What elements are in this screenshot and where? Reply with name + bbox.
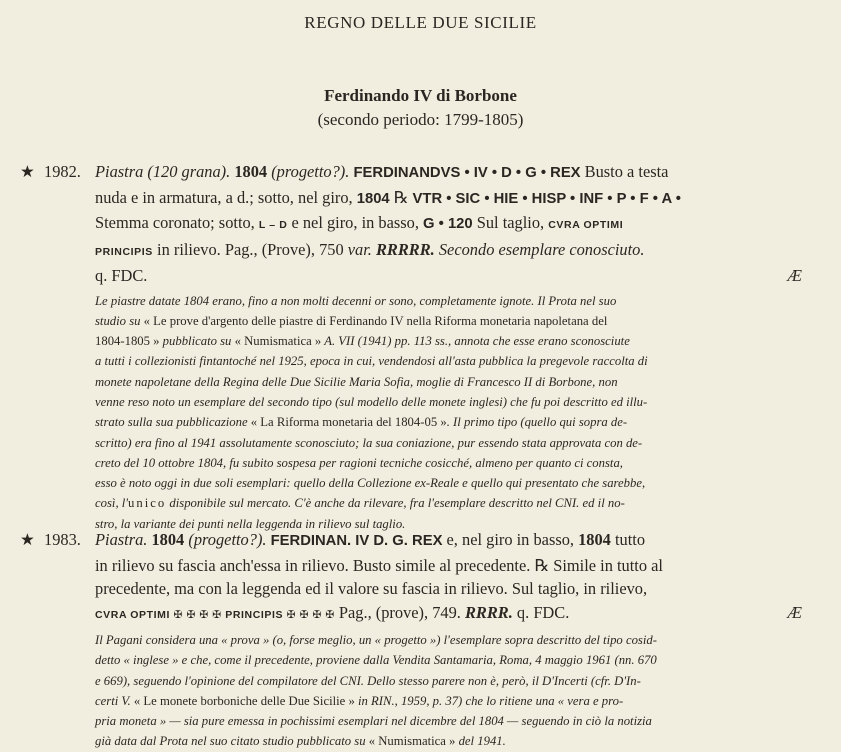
grade: q. FDC. (95, 266, 148, 285)
denomination: Piastra (95, 162, 144, 181)
year: 1804 (578, 530, 611, 549)
entry-note (20, 630, 820, 752)
text-run: (progetto?). (267, 162, 354, 181)
note-line: strato sulla sua pubblicazione « La Riforma monetaria del 1804-05 ». Il primo tipo (quello qui sopra de- (95, 415, 628, 430)
note-line: esso è noto oggi in due soli esemplari: quello della Collezione ex-Reale e quello qui presentato che sarebbe, (95, 476, 646, 491)
year: 1804 (356, 190, 390, 207)
text-run: in rilievo. Pag., (Prove), 750 (152, 239, 348, 259)
reverse-symbol: ℞ (389, 187, 413, 207)
ruler-period: (secondo periodo: 1799-1805) (317, 110, 524, 129)
text-run: Sul taglio, (472, 213, 549, 232)
mintmark: L – D (258, 219, 288, 231)
note-line: stro, la variante dei punti nella leggenda in rilievo sul taglio. (95, 516, 406, 531)
entry-line (20, 211, 820, 238)
grade: q. FDC. (512, 602, 570, 622)
text-run: Busto a testa (580, 162, 669, 181)
note-line: a tutti i collezionisti fintantoché nel 1925, epoca in cui, vendendosi all'asta pubblica la pregevole raccolta di (95, 354, 648, 369)
entry-number: 1982. (44, 162, 81, 181)
text-run: var. (347, 239, 372, 259)
star-icon: ★ (20, 162, 35, 181)
entry-line: precedente, ma con la leggenda ed il valore su fascia in rilievo. Sul taglio, in rilievo, (95, 579, 648, 598)
note-line: monete napoletane della Regina delle Due Sicilie Maria Sofia, moglie di Francesco II di Borbone, non (95, 374, 618, 389)
entry-description (20, 528, 820, 627)
metal-symbol: Æ (787, 266, 802, 285)
entry-line (20, 160, 820, 186)
note-line: Il Pagani considera una « prova » (o, forse meglio, un « progetto ») l'esemplare sopra descritto del tipo cosid- (95, 633, 657, 647)
note-line: 1804-1805 » pubblicato su « Numismatica » A. VII (1941) pp. 113 ss., annota che esse erano sconosciute (95, 334, 630, 349)
entry-line (20, 238, 820, 265)
reverse-legend: VTR • SIC • HIE • HISP • INF • P • F • A • (412, 190, 681, 207)
catalog-entry-1983 (20, 528, 820, 752)
text-run: (120 grana). (143, 162, 235, 181)
note-line: venne reso noto un esemplare del secondo tipo (sul modello delle monete inglesi) che fu poi descritto ed illu- (95, 394, 648, 409)
note-line: pria moneta » — sia pure emessa in pochissimi esemplari nel dicembre del 1804 — seguendo in ciò la notizia (95, 714, 652, 729)
year: 1804 (147, 530, 185, 549)
entry-number: 1983. (44, 530, 81, 549)
note-line: certi V. « Le monete borboniche delle Due Sicilie » in RIN., 1959, p. 37) che lo ritiene una « vera e pro- (95, 693, 624, 708)
catalog-entry-1982 (20, 160, 820, 534)
entry-line: in rilievo su fascia anch'essa in rilievo. Busto simile al precedente. ℞ Simile in tutto al (95, 555, 663, 575)
rarity: RRRRR. (371, 239, 435, 259)
text-run: nuda e in armatura, a d.; sotto, nel giro, (95, 187, 357, 207)
ruler-name: Ferdinando IV di Borbone (324, 86, 517, 105)
entry-description (20, 160, 820, 288)
note-line: così, l'unico disponibile sul mercato. C'è anche da rilevare, fra l'esemplare descritto nel CNI. ed il no- (95, 496, 625, 511)
note-line: detto « inglese » e che, come il precedente, proviene dalla Vendita Santamaria, Roma, 4 maggio 1961 (nn. 670 (95, 653, 657, 668)
text-run: e nel giro, in basso, (287, 213, 424, 232)
running-head: REGNO DELLE DUE SICILIE (304, 13, 537, 32)
note-line: studio su « Le prove d'argento delle piastre di Ferdinando IV nella Riforma monetaria napoletana del (95, 313, 608, 328)
note-line: Le piastre datate 1804 erano, fino a non molti decenni or sono, completamente ignote. Il Prota nel suo (95, 293, 617, 308)
obverse-legend: FERDINAN. IV D. G. REX (270, 533, 443, 549)
denomination: Piastra. (95, 530, 148, 549)
edge-legend: CVRA OPTIMI ✠ ✠ ✠ ✠ PRINCIPIS ✠ ✠ ✠ ✠ (95, 608, 335, 621)
metal-symbol: Æ (787, 602, 802, 622)
text-run: Pag., (prove), 749. (334, 602, 465, 622)
year: 1804 (234, 162, 268, 181)
text-run: Stemma coronato; sotto, (95, 213, 259, 232)
note-line: scritto) era fino al 1941 assolutamente sconosciuto; la sua coniazione, pur essendo stata approvata con de- (95, 435, 643, 450)
note-line: creto del 10 ottobre 1804, fu subito sospesa per ragioni tecniche cosicché, almeno per quanto ci consta, (95, 455, 623, 470)
text-run: (progetto?). (184, 530, 271, 549)
entry-note (20, 291, 820, 535)
note-line: già data dal Prota nel suo citato studio pubblicato su « Numismatica » del 1941. (95, 734, 506, 749)
rarity: RRRR. (465, 602, 513, 622)
text-run: e, nel giro in basso, (442, 530, 579, 549)
entry-line (20, 186, 820, 212)
text-run: Secondo esemplare conosciuto. (434, 239, 645, 259)
entry-line (20, 528, 820, 554)
edge-legend: CVRA OPTIMI (548, 219, 624, 231)
text-run: tutto (610, 530, 646, 549)
note-line: e 669), seguendo l'opinione del compilatore del CNI. Dello stesso parere non è, però, il D'Incerti (cfr. D'In- (95, 673, 641, 688)
value-mark: G • 120 (423, 216, 473, 232)
star-icon: ★ (20, 530, 35, 549)
obverse-legend: FERDINANDVS • IV • D • G • REX (353, 165, 581, 181)
edge-legend: PRINCIPIS (95, 245, 153, 258)
entry-line (20, 264, 820, 288)
entry-line (20, 601, 820, 628)
